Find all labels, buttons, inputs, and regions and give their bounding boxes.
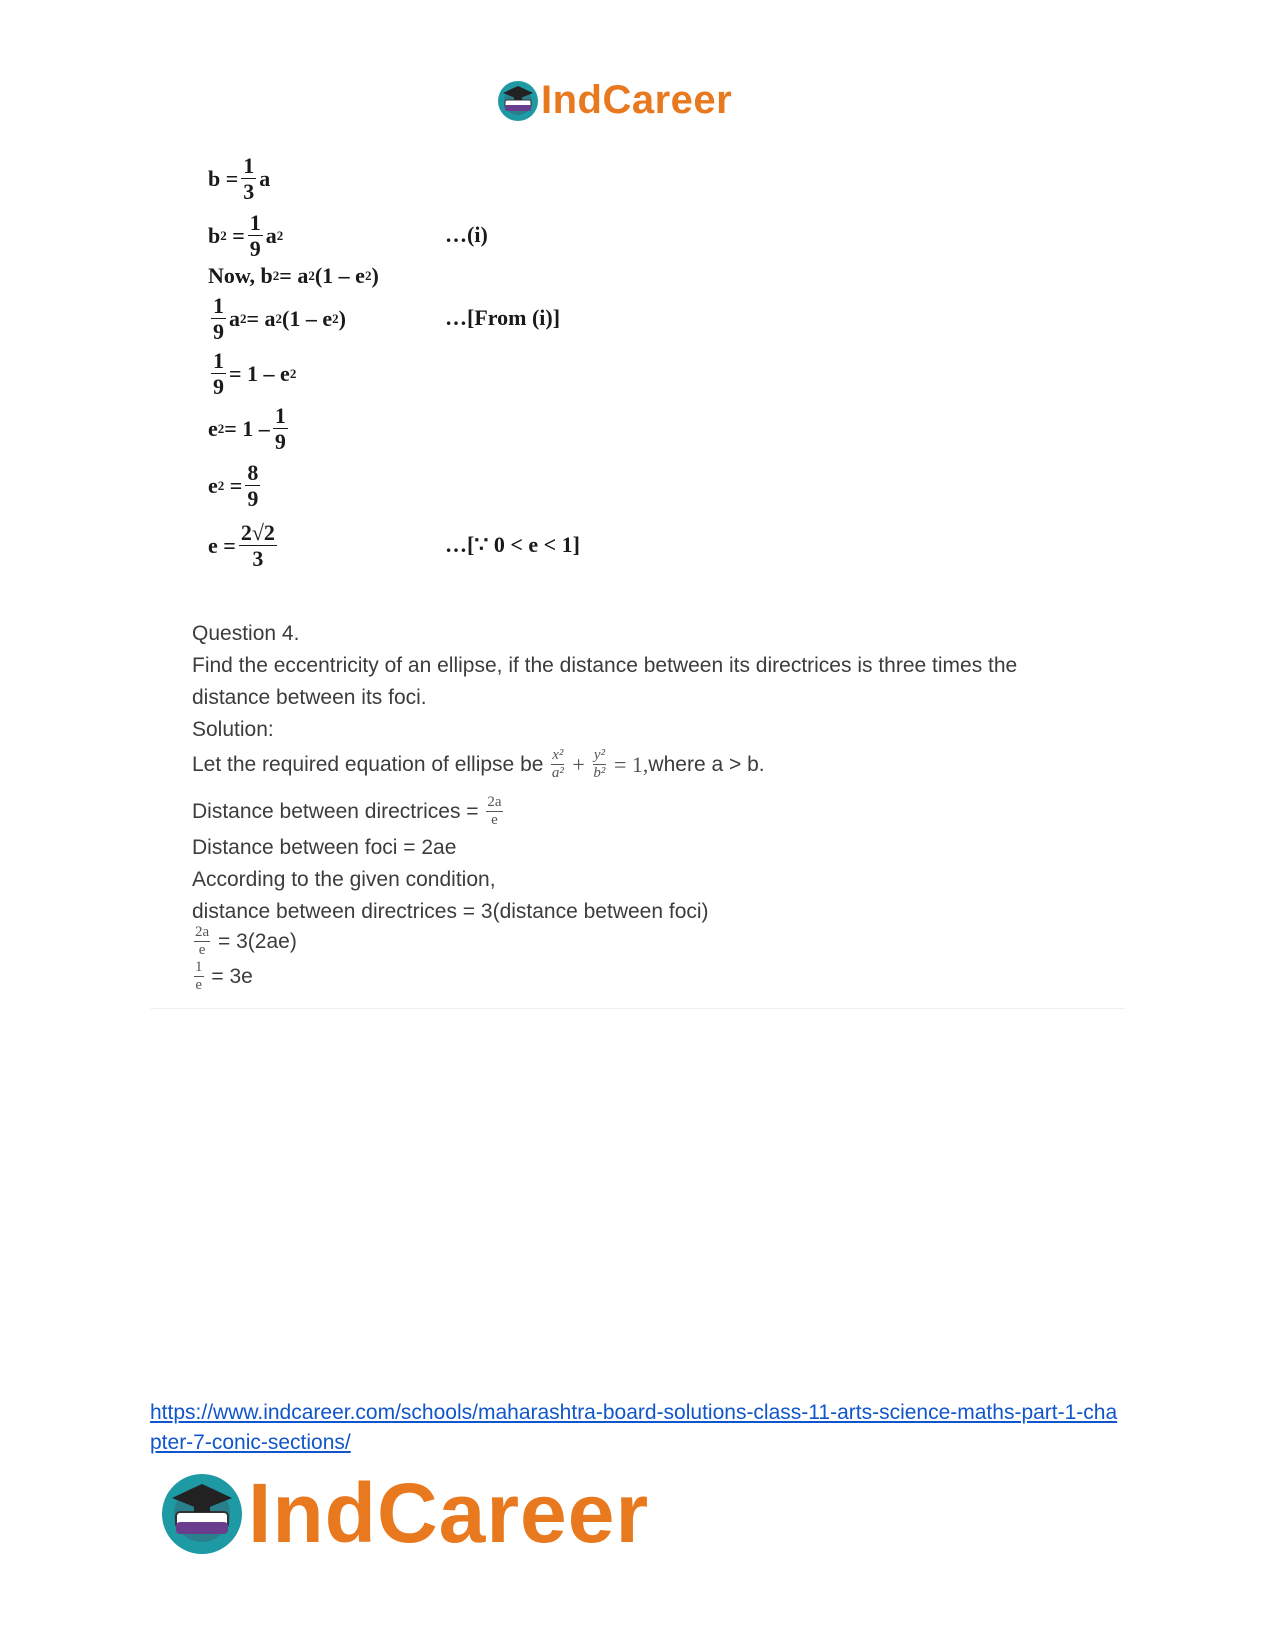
condition-equation: distance between directrices = 3(distance between foci) bbox=[192, 900, 709, 923]
equation-e-squared-value: e 2 = $\frac{8}{9}$ bbox=[208, 460, 259, 511]
equation-b-squared: b 2 = $\frac{1}{9}$ a 2 bbox=[208, 210, 284, 261]
content-divider bbox=[150, 1008, 1125, 1009]
step-1: $\frac{2a}{e}$ = 3(2ae) bbox=[195, 924, 297, 958]
ellipse-equation-line: Let the required equation of ellipse be $\frac{\text{x²}}{\text{a²}}$ + $\frac{\text{y²}}{\text{b²}}$ = 1, where a > b. bbox=[192, 747, 765, 781]
equation-one-ninth: $\frac{1}{9}$ = 1 – e 2 bbox=[213, 348, 297, 399]
source-link[interactable]: https://www.indcareer.com/schools/maharashtra-board-solutions-class-11-arts-science-maths-part-1-chapter-7-conic-sections/ bbox=[150, 1401, 1118, 1454]
equation-e-squared: e 2 = 1 – $\frac{1}{9}$ bbox=[208, 403, 286, 454]
directrices-distance-line: Distance between directrices = $\frac{2a}{e}$ bbox=[192, 794, 502, 828]
graduation-cap-book-icon bbox=[160, 1472, 244, 1556]
condition-line: According to the given condition, bbox=[192, 868, 496, 891]
note-range: …[∵ 0 < e < 1] bbox=[445, 532, 580, 557]
question-title: Question 4. bbox=[192, 622, 300, 645]
foci-distance-line: Distance between foci = 2ae bbox=[192, 836, 457, 859]
equation-e-value: e = $\frac{2√2}{3}$ bbox=[208, 520, 275, 571]
equation-from-i: $\frac{1}{9}$ a 2 = a 2 (1 – e 2 ) bbox=[213, 293, 346, 344]
question-line-2: distance between its foci. bbox=[192, 686, 427, 709]
equation-b: b = $\frac{1}{3}$ a bbox=[208, 153, 271, 204]
brand-name: IndCareer bbox=[541, 78, 733, 122]
brand-name: IndCareer bbox=[248, 1466, 650, 1560]
note-i: …(i) bbox=[445, 222, 488, 247]
question-line-1: Find the eccentricity of an ellipse, if the distance between its directrices is three times the bbox=[192, 654, 1018, 677]
footer-logo bbox=[160, 1465, 649, 1562]
equation-now: Now, b 2 = a 2 (1 – e 2 ) bbox=[208, 263, 379, 288]
note-from-i: …[From (i)] bbox=[445, 305, 561, 330]
graduation-cap-book-icon bbox=[497, 80, 539, 122]
header-logo bbox=[497, 78, 732, 123]
step-2: $\frac{1}{e}$ = 3e bbox=[195, 959, 253, 993]
solution-label: Solution: bbox=[192, 718, 274, 741]
